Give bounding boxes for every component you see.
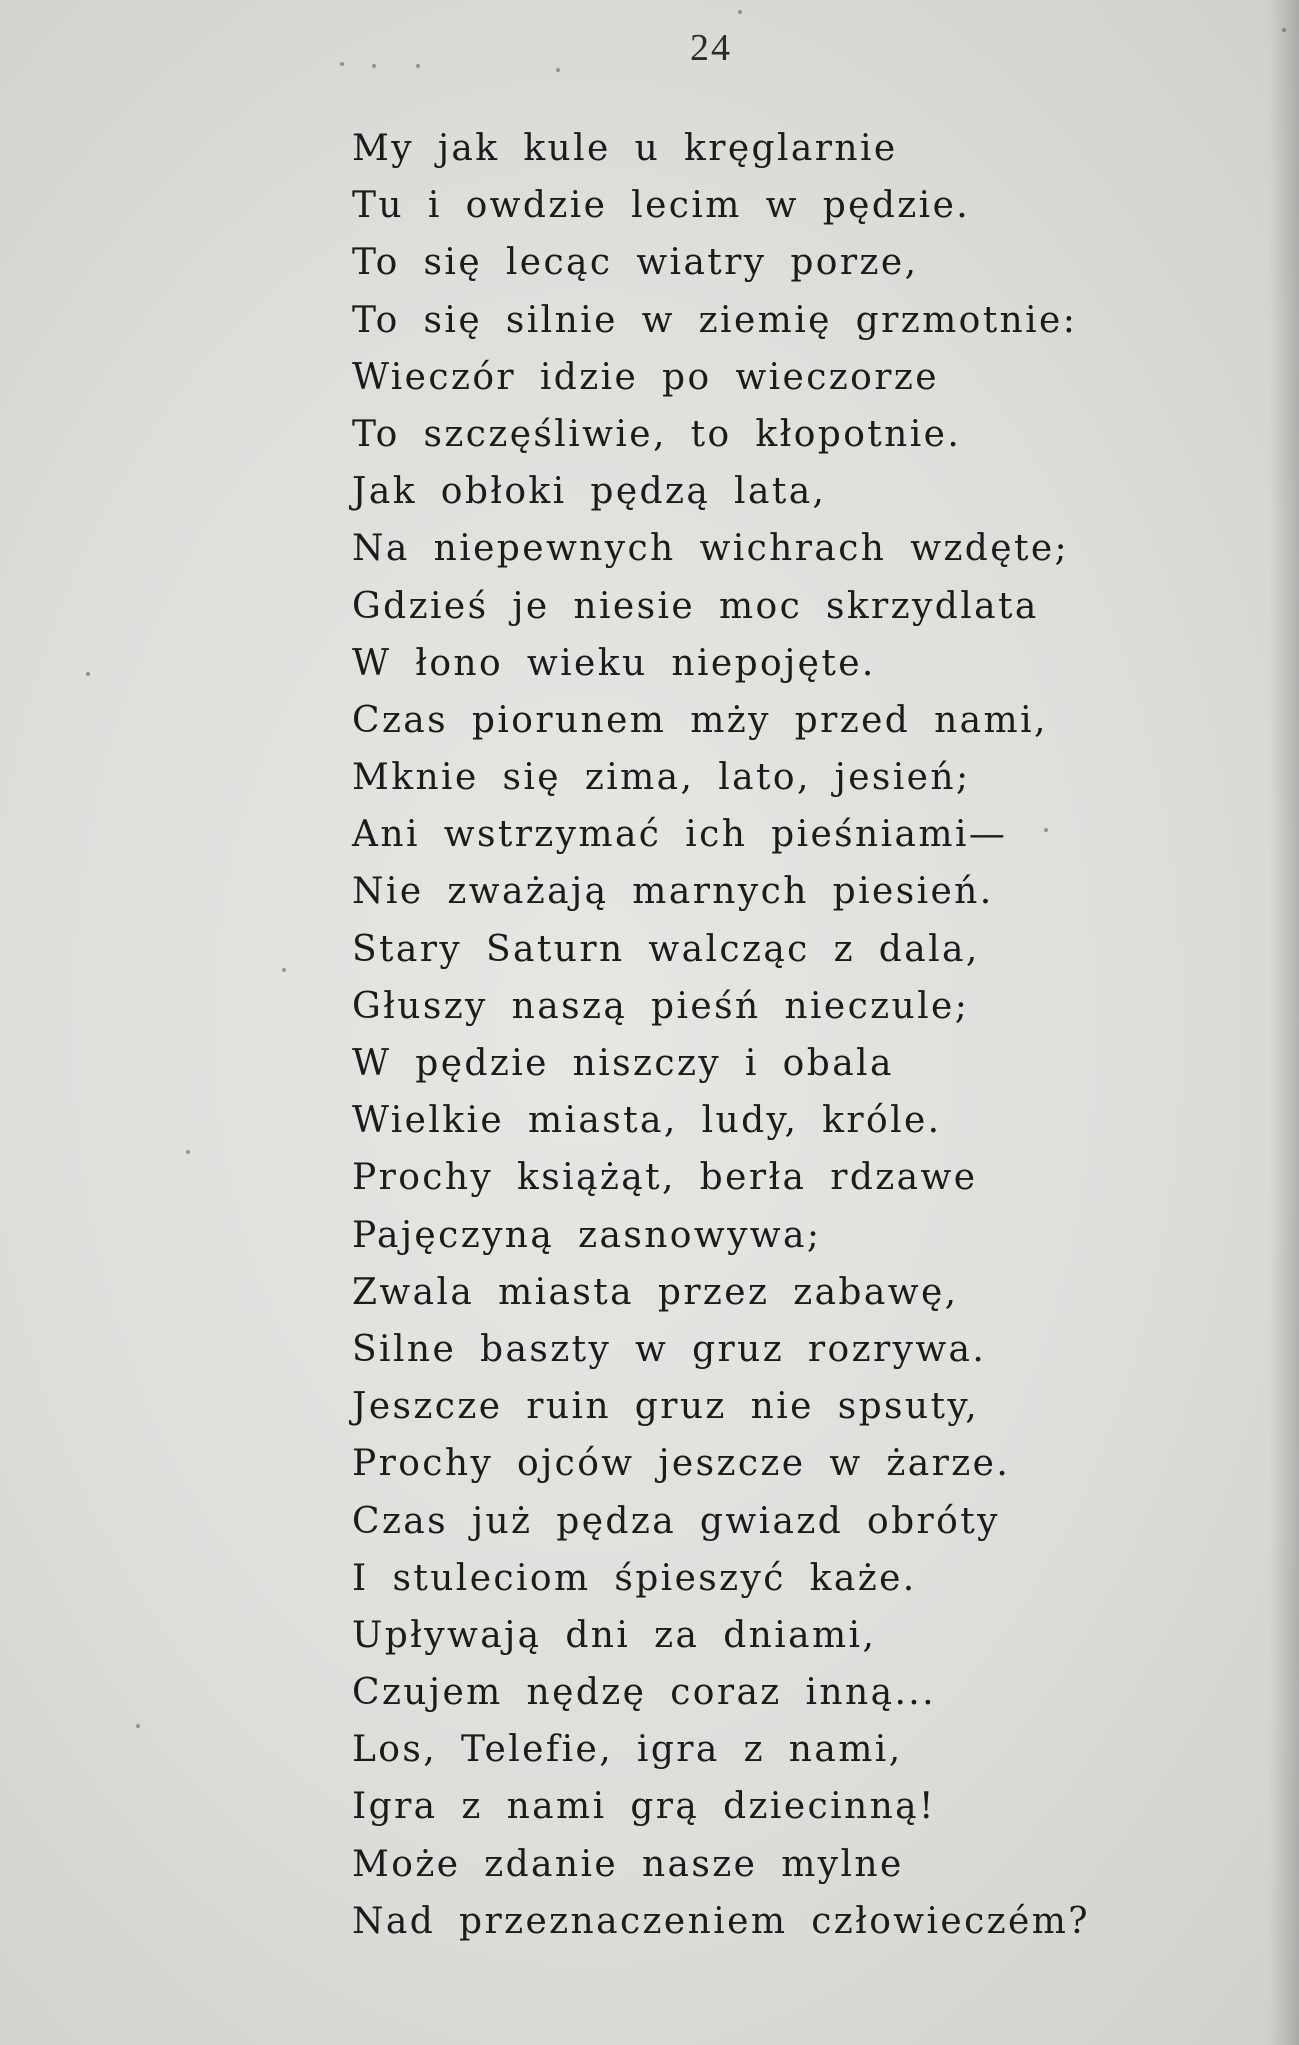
poem-line: Czas piorunem mży przed nami, (352, 699, 1048, 741)
poem-line: My jak kule u kręglarnie (352, 128, 898, 169)
poem-line: Prochy książąt, berła rdzawe (352, 1157, 978, 1199)
poem-line: Gdzieś je niesie moc skrzydlata (352, 585, 1039, 627)
poem-line: Wielkie miasta, ludy, króle. (352, 1100, 942, 1142)
page-edge-shadow (1269, 0, 1299, 2045)
poem-line: Silne baszty w gruz rozrywa. (352, 1328, 987, 1370)
poem-line: Tu i owdzie lecim w pędzie. (352, 185, 971, 227)
poem-line: Głuszy naszą pieśń nieczule; (352, 985, 970, 1027)
poem-line: Upływają dni za dniami, (352, 1614, 877, 1656)
poem-line: Stary Saturn walcząc z dala, (352, 928, 980, 970)
paper-speck (1044, 828, 1048, 832)
poem-line: Pajęczyną zasnowywa; (352, 1214, 822, 1256)
paper-speck (738, 10, 742, 14)
poem-line: To się silnie w ziemię grzmotnie: (352, 299, 1078, 341)
poem-line: Jeszcze ruin gruz nie spsuty, (352, 1386, 980, 1428)
paper-speck (282, 968, 286, 972)
poem-line: Zwala miasta przez zabawę, (352, 1271, 959, 1313)
poem-line: To szczęśliwie, to kłopotnie. (352, 413, 962, 455)
poem-line: I stuleciom śpieszyć każe. (352, 1557, 917, 1599)
poem-line: Nie zważają marnych piesień. (352, 871, 994, 913)
poem-line: Wieczór idzie po wieczorze (352, 356, 939, 398)
poem-line: Igra z nami grą dziecinną! (352, 1786, 936, 1828)
poem-text (352, 120, 1252, 1950)
poem-line: W łono wieku niepojęte. (352, 642, 876, 684)
paper-speck (86, 672, 90, 676)
poem-line: Ani wstrzymać ich pieśniami— (352, 814, 1008, 856)
paper-speck (556, 68, 560, 72)
poem-line: Jak obłoki pędzą lata, (352, 471, 827, 513)
page-number: 24 (690, 27, 732, 69)
poem-line: To się lecąc wiatry porze, (352, 242, 919, 284)
poem-line: Nad przeznaczeniem człowieczém? (352, 1900, 1090, 1942)
paper-speck (136, 1724, 140, 1728)
poem-line: Mknie się zima, lato, jesień; (352, 757, 971, 799)
paper-speck (340, 62, 344, 66)
poem-line: Prochy ojców jeszcze w żarze. (352, 1443, 1011, 1485)
poem-line: Na niepewnych wichrach wzdęte; (352, 528, 1070, 570)
paper-speck (186, 1150, 190, 1154)
paper-speck (372, 64, 376, 68)
paper-speck (416, 64, 420, 68)
poem-line: Czujem nędzę coraz inną... (352, 1672, 936, 1714)
paper-speck (1282, 28, 1286, 32)
poem-line: Los, Telefie, igra z nami, (352, 1729, 903, 1771)
poem-line: Czas już pędza gwiazd obróty (352, 1500, 1000, 1542)
poem-line: W pędzie niszczy i obala (352, 1043, 894, 1084)
poem-line: Może zdanie nasze mylne (352, 1843, 904, 1885)
